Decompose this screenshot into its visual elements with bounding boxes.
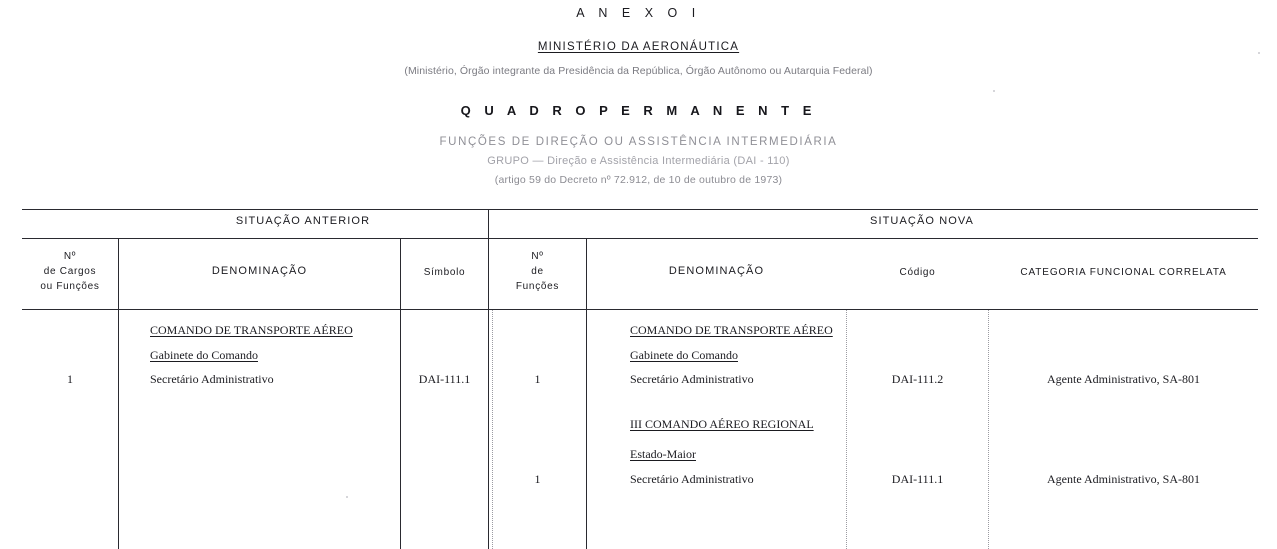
group-subtitle: GRUPO — Direção e Assistência Intermediária (DAI - 110) xyxy=(487,155,790,167)
permanent-table xyxy=(22,209,1258,549)
table-row: Agente Administrativo, SA-801 xyxy=(1047,472,1200,486)
colhdr-categoria: CATEGORIA FUNCIONAL CORRELATA xyxy=(1020,267,1227,278)
functions-subtitle: FUNÇÕES DE DIREÇÃO OU ASSISTÊNCIA INTERMEDIÁRIA xyxy=(439,136,838,148)
table-row: DAI-111.2 xyxy=(891,372,944,386)
rule-dotted-c xyxy=(988,310,989,549)
colhdr-line: de xyxy=(531,266,544,277)
decree-reference: (artigo 59 do Decreto nº 72.912, de 10 de outubro de 1973) xyxy=(494,174,783,186)
table-row: Gabinete do Comando xyxy=(630,348,738,362)
table-row: Secretário Administrativo xyxy=(630,372,754,386)
rule-dotted-a xyxy=(492,310,493,549)
rule-col1 xyxy=(118,238,119,549)
colhdr-line: de Cargos xyxy=(43,266,97,277)
colhdr-line: Nº xyxy=(63,251,77,262)
table-row: 1 xyxy=(534,472,541,486)
annex-title: A N E X O I xyxy=(576,6,701,20)
table-row: Secretário Administrativo xyxy=(630,472,754,486)
colhdr-num-novo xyxy=(489,249,586,294)
scan-speck xyxy=(1258,52,1260,54)
group-header-situacao-nova: SITUAÇÃO NOVA xyxy=(870,215,974,227)
document-header xyxy=(0,6,1277,186)
organization-note: (Ministério, Órgão integrante da Presidência da República, Órgão Autônomo ou Autarquia Federal) xyxy=(404,65,873,77)
table-row: DAI-111.1 xyxy=(891,472,944,486)
table-row: 1 xyxy=(67,372,73,386)
colhdr-line: Nº xyxy=(531,251,544,262)
colhdr-simbolo: Símbolo xyxy=(423,267,466,278)
colhdr-codigo: Código xyxy=(899,267,936,278)
table-row: Secretário Administrativo xyxy=(150,372,274,386)
table-top-rule xyxy=(22,209,1258,210)
table-row: III COMANDO AÉREO REGIONAL xyxy=(630,417,814,431)
table-row: DAI-111.1 xyxy=(418,372,471,386)
colhdr-line: ou Funções xyxy=(40,281,100,292)
colhdr-num-anterior xyxy=(22,249,118,294)
quadro-permanente-title: Q U A D R O P E R M A N E N T E xyxy=(460,103,817,118)
table-row: COMANDO DE TRANSPORTE AÉREO xyxy=(150,323,353,337)
document-page xyxy=(0,6,1277,549)
colhdr-line: Funções xyxy=(515,281,560,292)
rule-dotted-b xyxy=(846,310,847,549)
table-row: 1 xyxy=(534,372,541,386)
table-row: Estado-Maior xyxy=(630,447,696,461)
table-header-rule xyxy=(22,238,1258,239)
ministry-title: MINISTÉRIO DA AERONÁUTICA xyxy=(537,41,740,53)
table-row: Gabinete do Comando xyxy=(150,348,258,362)
colhdr-denominacao-anterior: DENOMINAÇÃO xyxy=(211,265,308,277)
table-column-header-rule xyxy=(22,309,1258,310)
group-header-situacao-anterior: SITUAÇÃO ANTERIOR xyxy=(235,215,371,227)
rule-col2 xyxy=(400,238,401,549)
scan-speck xyxy=(993,90,995,92)
rule-col4 xyxy=(586,238,587,549)
table-row: Agente Administrativo, SA-801 xyxy=(1047,372,1200,386)
table-row: COMANDO DE TRANSPORTE AÉREO xyxy=(630,323,833,337)
colhdr-denominacao-nova: DENOMINAÇÃO xyxy=(668,265,765,277)
